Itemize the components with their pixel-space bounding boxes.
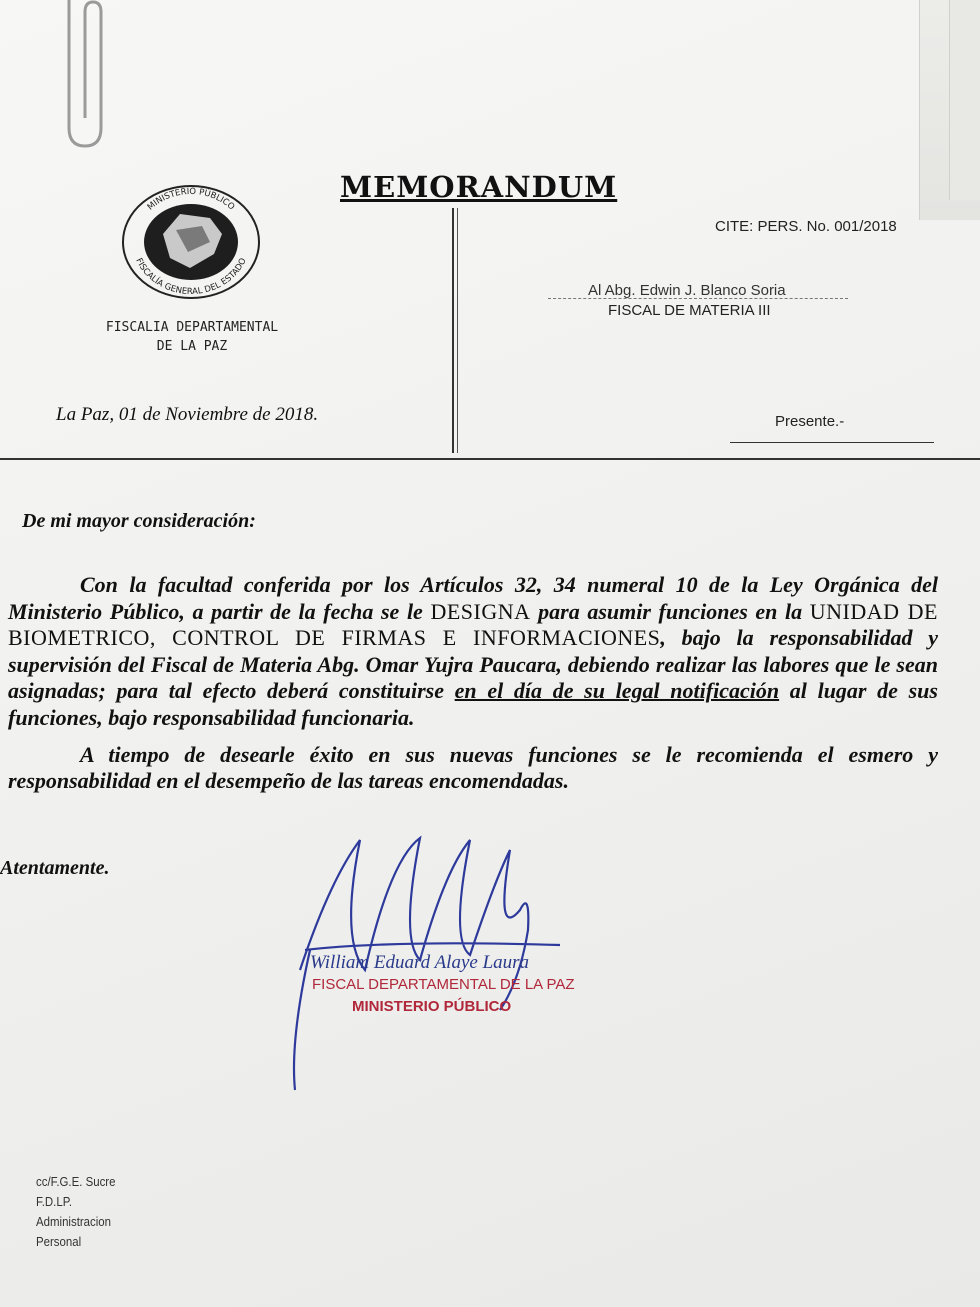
header-bottom-rule [0,458,980,460]
cc-line: cc/F.G.E. Sucre [36,1174,116,1189]
paperclip-icon [55,0,115,150]
cc-line: Administracion [36,1214,112,1229]
closing: Atentamente. [0,857,110,879]
memo-body [8,572,938,795]
presente-line [730,442,934,443]
header-divider [457,208,458,453]
memo-date: La Paz, 01 de Noviembre de 2018. [56,404,319,425]
paragraph-1: Con la facultad conferida por los Artículos 32, 34 numeral 10 de la Ley Orgánica del Ministerio Público, a partir de la fecha se le DESIGNA para asumir funciones en la UNIDAD DE BIOMETRICO, CONTROL DE FIRMAS E INFORMACIONES, bajo la responsabilidad y supervisión del Fiscal de Materia Abg. Omar Yujra Paucara, debiendo realizar las labores que le sean asignadas; para tal efecto deberá constituirse en el día de su legal notificación al lugar de sus funciones, bajo responsabilidad funcionaria. [8,572,938,730]
cc-line: F.D.LP. [36,1194,73,1209]
memo-title: MEMORANDUM [340,170,618,204]
signer-title: FISCAL DEPARTAMENTAL DE LA PAZ [312,976,575,993]
institution-name [72,318,312,356]
designa-emphasis: DESIGNA [430,598,531,624]
addressee-position: FISCAL DE MATERIA III [608,302,771,319]
paper-stack-edge [949,0,980,200]
unit-name: UNIDAD DE BIOMETRICO, CONTROL DE FIRMAS E INFORMACIONES [8,598,938,651]
institution-line-1: FISCALIA DEPARTAMENTAL [105,320,279,335]
svg-text:MINISTERIO PÚBLICO: MINISTERIO PÚBLICO [145,186,237,213]
institution-line-2: DE LA PAZ [156,339,228,354]
cc-line: Personal [36,1234,82,1249]
presente-label: Presente.- [775,413,845,430]
cite-number: CITE: PERS. No. 001/2018 [715,218,897,235]
signer-organization: MINISTERIO PÚBLICO [352,998,512,1015]
addressee-line [548,298,848,300]
signer-name: William Eduard Alaye Laura [310,952,530,973]
svg-text:FISCALÍA GENERAL DEL ESTADO: FISCALÍA GENERAL DEL ESTADO [133,256,249,298]
greeting: De mi mayor consideración: [22,510,256,532]
underlined-phrase: en el día de su legal notificación [454,678,780,704]
copy-list [36,1172,126,1252]
addressee: Al Abg. Edwin J. Blanco Soria [588,282,786,299]
ministerio-publico-seal-icon [118,182,264,300]
paragraph-2: A tiempo de desearle éxito en sus nuevas funciones se le recomienda el esmero y responsabilidad en el desempeño de las tareas encomendadas. [8,741,938,794]
header-divider [452,208,454,453]
